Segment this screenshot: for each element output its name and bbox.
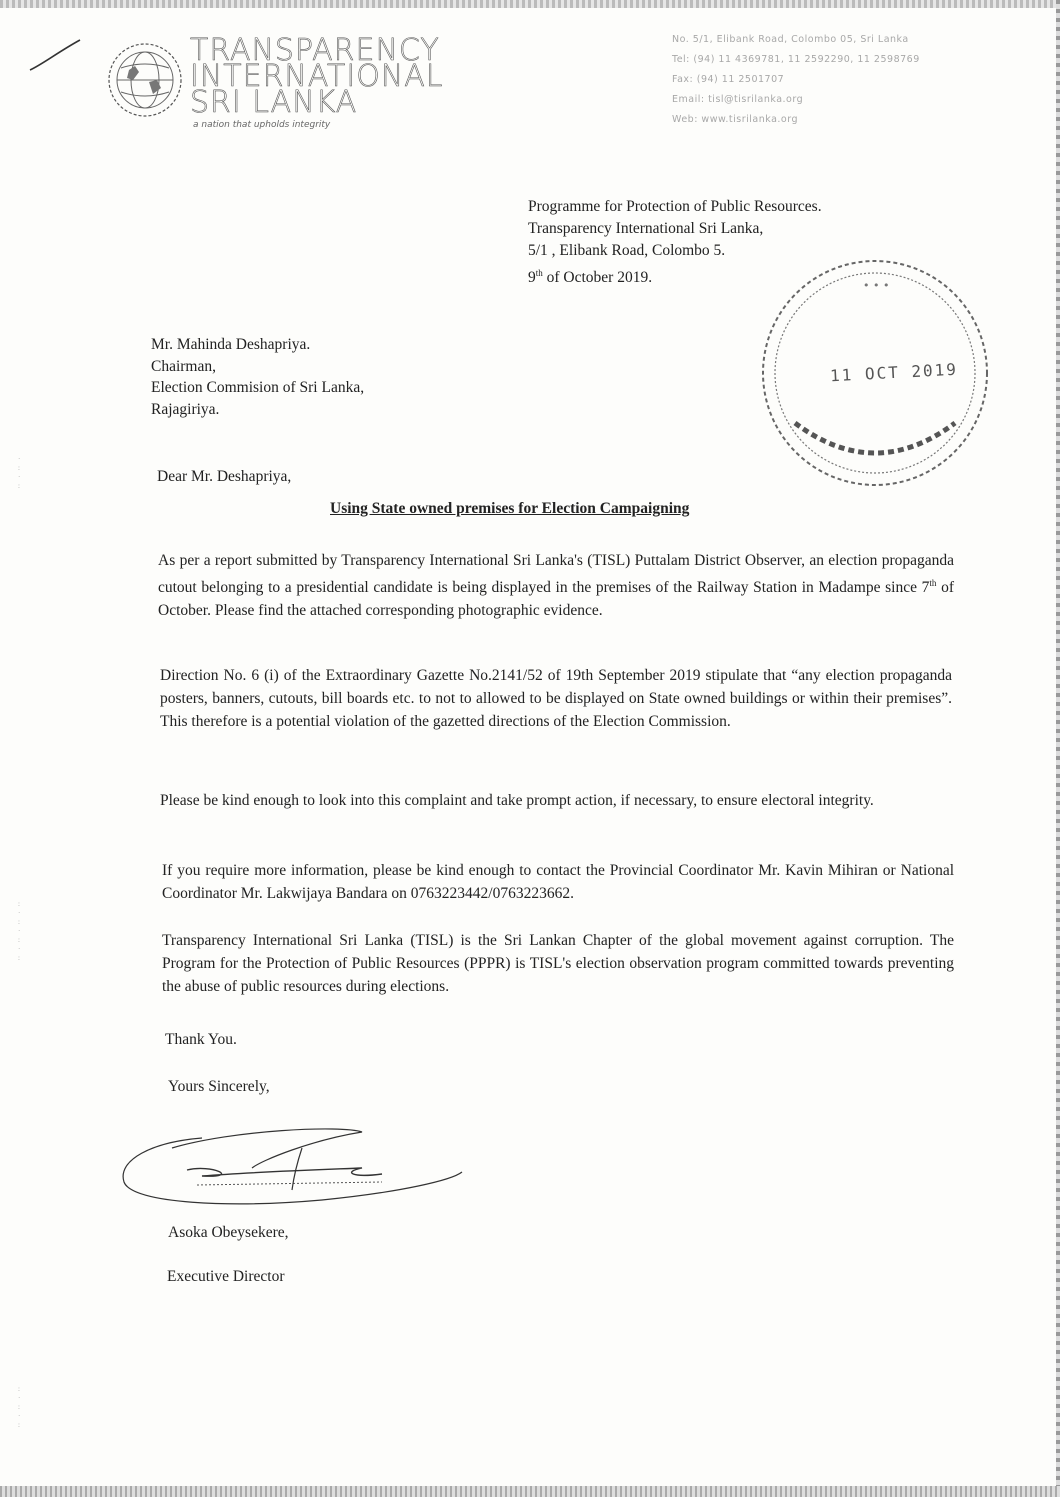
scan-edge-bottom [0,1486,1060,1497]
body-paragraph-1: As per a report submitted by Transparency International Sri Lanka's (TISL) Puttalam District Observer, an election propaganda cutout belonging to a presidential candidate is being displayed in the premises of the Railway Station in Madampe since 7th of October. Please find the attached corresponding photographic evidence. [158,552,954,620]
body-paragraph-5: Transparency International Sri Lanka (TISL) is the Sri Lankan Chapter of the global movement against corruption. The Program for the Protection of Public Resources (PPPR) is TISL's election observation program committed towards preventing the abuse of public resources during elections. [162,932,954,995]
signer-title: Executive Director [167,1268,285,1285]
letter-date: 9th of October 2019. [528,268,653,287]
sender-organization: Transparency International Sri Lanka, [528,220,764,237]
organization-name [190,33,444,120]
org-name-line-2: INTERNATIONAL [190,59,444,94]
contact-details [672,30,920,130]
body-paragraph-3: Please be kind enough to look into this complaint and take prompt action, if necessary, to ensure electoral integrity. [160,792,874,809]
org-name-line-3: SRI LANKA [190,85,358,120]
contact-fax: Fax: (94) 11 2501707 [672,74,785,85]
margin-scan-marks: · : · : [18,455,21,490]
body-paragraph-2: Direction No. 6 (i) of the Extraordinary Gazette No.2141/52 of 19th September 2019 stipulate that “any election propaganda posters, banners, cutouts, bill boards etc. to not to allowed to be displayed on State owned buildings or within their premises”. This therefore is a potential violation of the gazetted directions of the Election Commission. [160,667,952,730]
handwritten-signature [112,1120,482,1210]
contact-telephone: Tel: (94) 11 4369781, 11 2592290, 11 2598769 [672,54,920,65]
closing-regards: Yours Sincerely, [168,1078,270,1095]
globe-logo-icon [105,40,185,120]
organization-tagline: a nation that upholds integrity [193,120,331,130]
scan-edge-top [0,0,1060,8]
stamp-date: 11 OCT 2019 [829,359,959,386]
salutation: Dear Mr. Deshapriya, [157,468,292,485]
org-name-line-1: TRANSPARENCY [190,33,440,68]
sender-programme: Programme for Protection of Public Resources. [528,198,822,215]
organization-logo [105,33,465,138]
closing-thanks: Thank You. [165,1031,237,1048]
body-paragraph-4: If you require more information, please be kind enough to contact the Provincial Coordinator Mr. Kavin Mihiran or National Coordinator Mr. Lakwijaya Bandara on 0763223442/0763223662. [162,862,954,902]
contact-email: Email: tisl@tisrilanka.org [672,94,804,105]
svg-text:• • •: • • • [863,279,890,292]
sender-street: 5/1 , Elibank Road, Colombo 5. [528,242,726,259]
contact-website: Web: www.tisrilanka.org [672,114,798,125]
recipient-address-block [151,334,364,420]
recipient-organization: Election Commision of Sri Lanka, [151,379,365,396]
letter-subject: Using State owned premises for Election Campaigning [330,500,690,517]
recipient-name: Mr. Mahinda Deshapriya. [151,336,311,353]
margin-scan-marks: : · : · : [18,1385,21,1429]
recipient-city: Rajagiriya. [151,400,220,418]
margin-scan-marks: : · : · : · : [18,900,21,962]
scan-edge-right [1056,0,1060,1497]
signer-name: Asoka Obeysekere, [168,1224,289,1241]
contact-address: No. 5/1, Elibank Road, Colombo 05, Sri Lanka [672,34,909,45]
recipient-title: Chairman, [151,357,216,375]
margin-pen-mark [28,38,83,74]
